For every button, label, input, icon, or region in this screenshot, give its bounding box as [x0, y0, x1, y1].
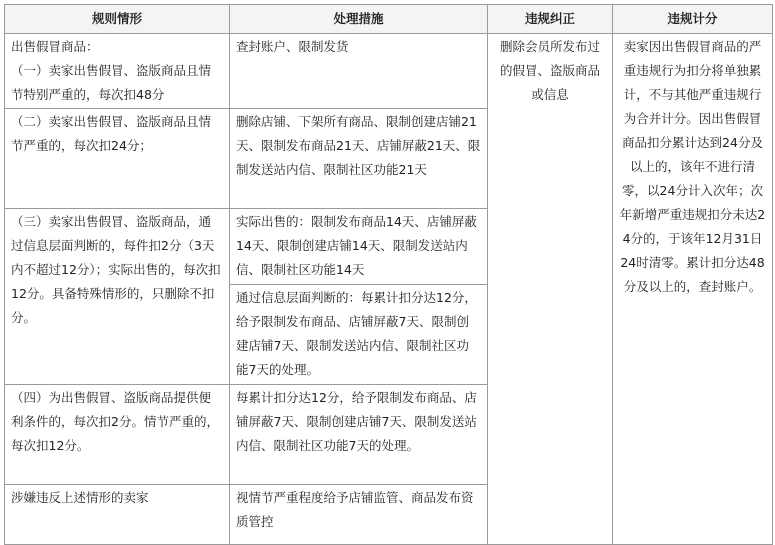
measures-cell: [230, 209, 488, 285]
measures-cell: [230, 34, 488, 109]
situation-text: （二）卖家出售假冒、盗版商品且情节严重的，每次扣24分；: [11, 114, 212, 153]
situation-cell: [5, 109, 230, 209]
header-measures: 处理措施: [230, 5, 488, 34]
header-correction: 违规纠正: [488, 5, 613, 34]
rules-table: [4, 4, 773, 545]
situation-cell: [5, 34, 230, 109]
measures-cell: [230, 109, 488, 209]
header-scoring: 违规计分: [613, 5, 773, 34]
situation-text: 涉嫌违反上述情形的卖家: [11, 490, 149, 505]
measures-text: 实际出售的：限制发布商品14天、店铺屏蔽14天、限制创建店铺14天、限制发送站内信、限制社区功能14天: [236, 214, 477, 277]
measures-cell: [230, 385, 488, 485]
measures-cell: [230, 285, 488, 385]
situation-text: （三）卖家出售假冒、盗版商品，通过信息层面判断的，每件扣2分（3天内不超过12分）；实际出售的，每次扣12分。具备特殊情形的，只删除不扣分。: [11, 214, 221, 325]
situation-cell: [5, 209, 230, 385]
measures-text: 每累计扣分达12分，给予限制发布商品、店铺屏蔽7天、限制创建店铺7天、限制发送站内信、限制社区功能7天的处理。: [236, 390, 477, 453]
situation-text: （四）为出售假冒、盗版商品提供便利条件的，每次扣2分。情节严重的，每次扣12分。: [11, 390, 219, 453]
measures-text: 通过信息层面判断的：每累计扣分达12分，给予限制发布商品、店铺屏蔽7天、限制创建店铺7天、限制发送站内信、限制社区功能7天的处理。: [236, 290, 477, 377]
correction-text: 删除会员所发布过的假冒、盗版商品或信息: [499, 39, 600, 102]
measures-cell: [230, 485, 488, 545]
situation-text: 出售假冒商品：: [11, 39, 99, 54]
header-row: [5, 5, 773, 34]
situation-cell: [5, 385, 230, 485]
table-row: [5, 34, 773, 109]
scoring-cell: [613, 34, 773, 545]
situation-cell: [5, 485, 230, 545]
measures-text: 查封账户、限制发货: [236, 39, 349, 54]
situation-text: （一）卖家出售假冒、盗版商品且情节特别严重的，每次扣48分: [11, 63, 212, 102]
measures-text: 删除店铺、下架所有商品、限制创建店铺21天、限制发布商品21天、店铺屏蔽21天、限制发送站内信、限制社区功能21天: [236, 114, 481, 177]
measures-text: 视情节严重程度给予店铺监管、商品发布资质管控: [236, 490, 474, 529]
correction-cell: [488, 34, 613, 545]
scoring-text: 卖家因出售假冒商品的严重违规行为扣分将单独累计，不与其他严重违规行为合并计分。因出售假冒商品扣分累计达到24分及以上的，该年不进行清零，以24分计入次年；次年新增严重违规扣分未达24分的，于该年12月31日24时清零。累计扣分达48分及以上的，查封账户。: [619, 39, 766, 294]
header-situation: 规则情形: [5, 5, 230, 34]
